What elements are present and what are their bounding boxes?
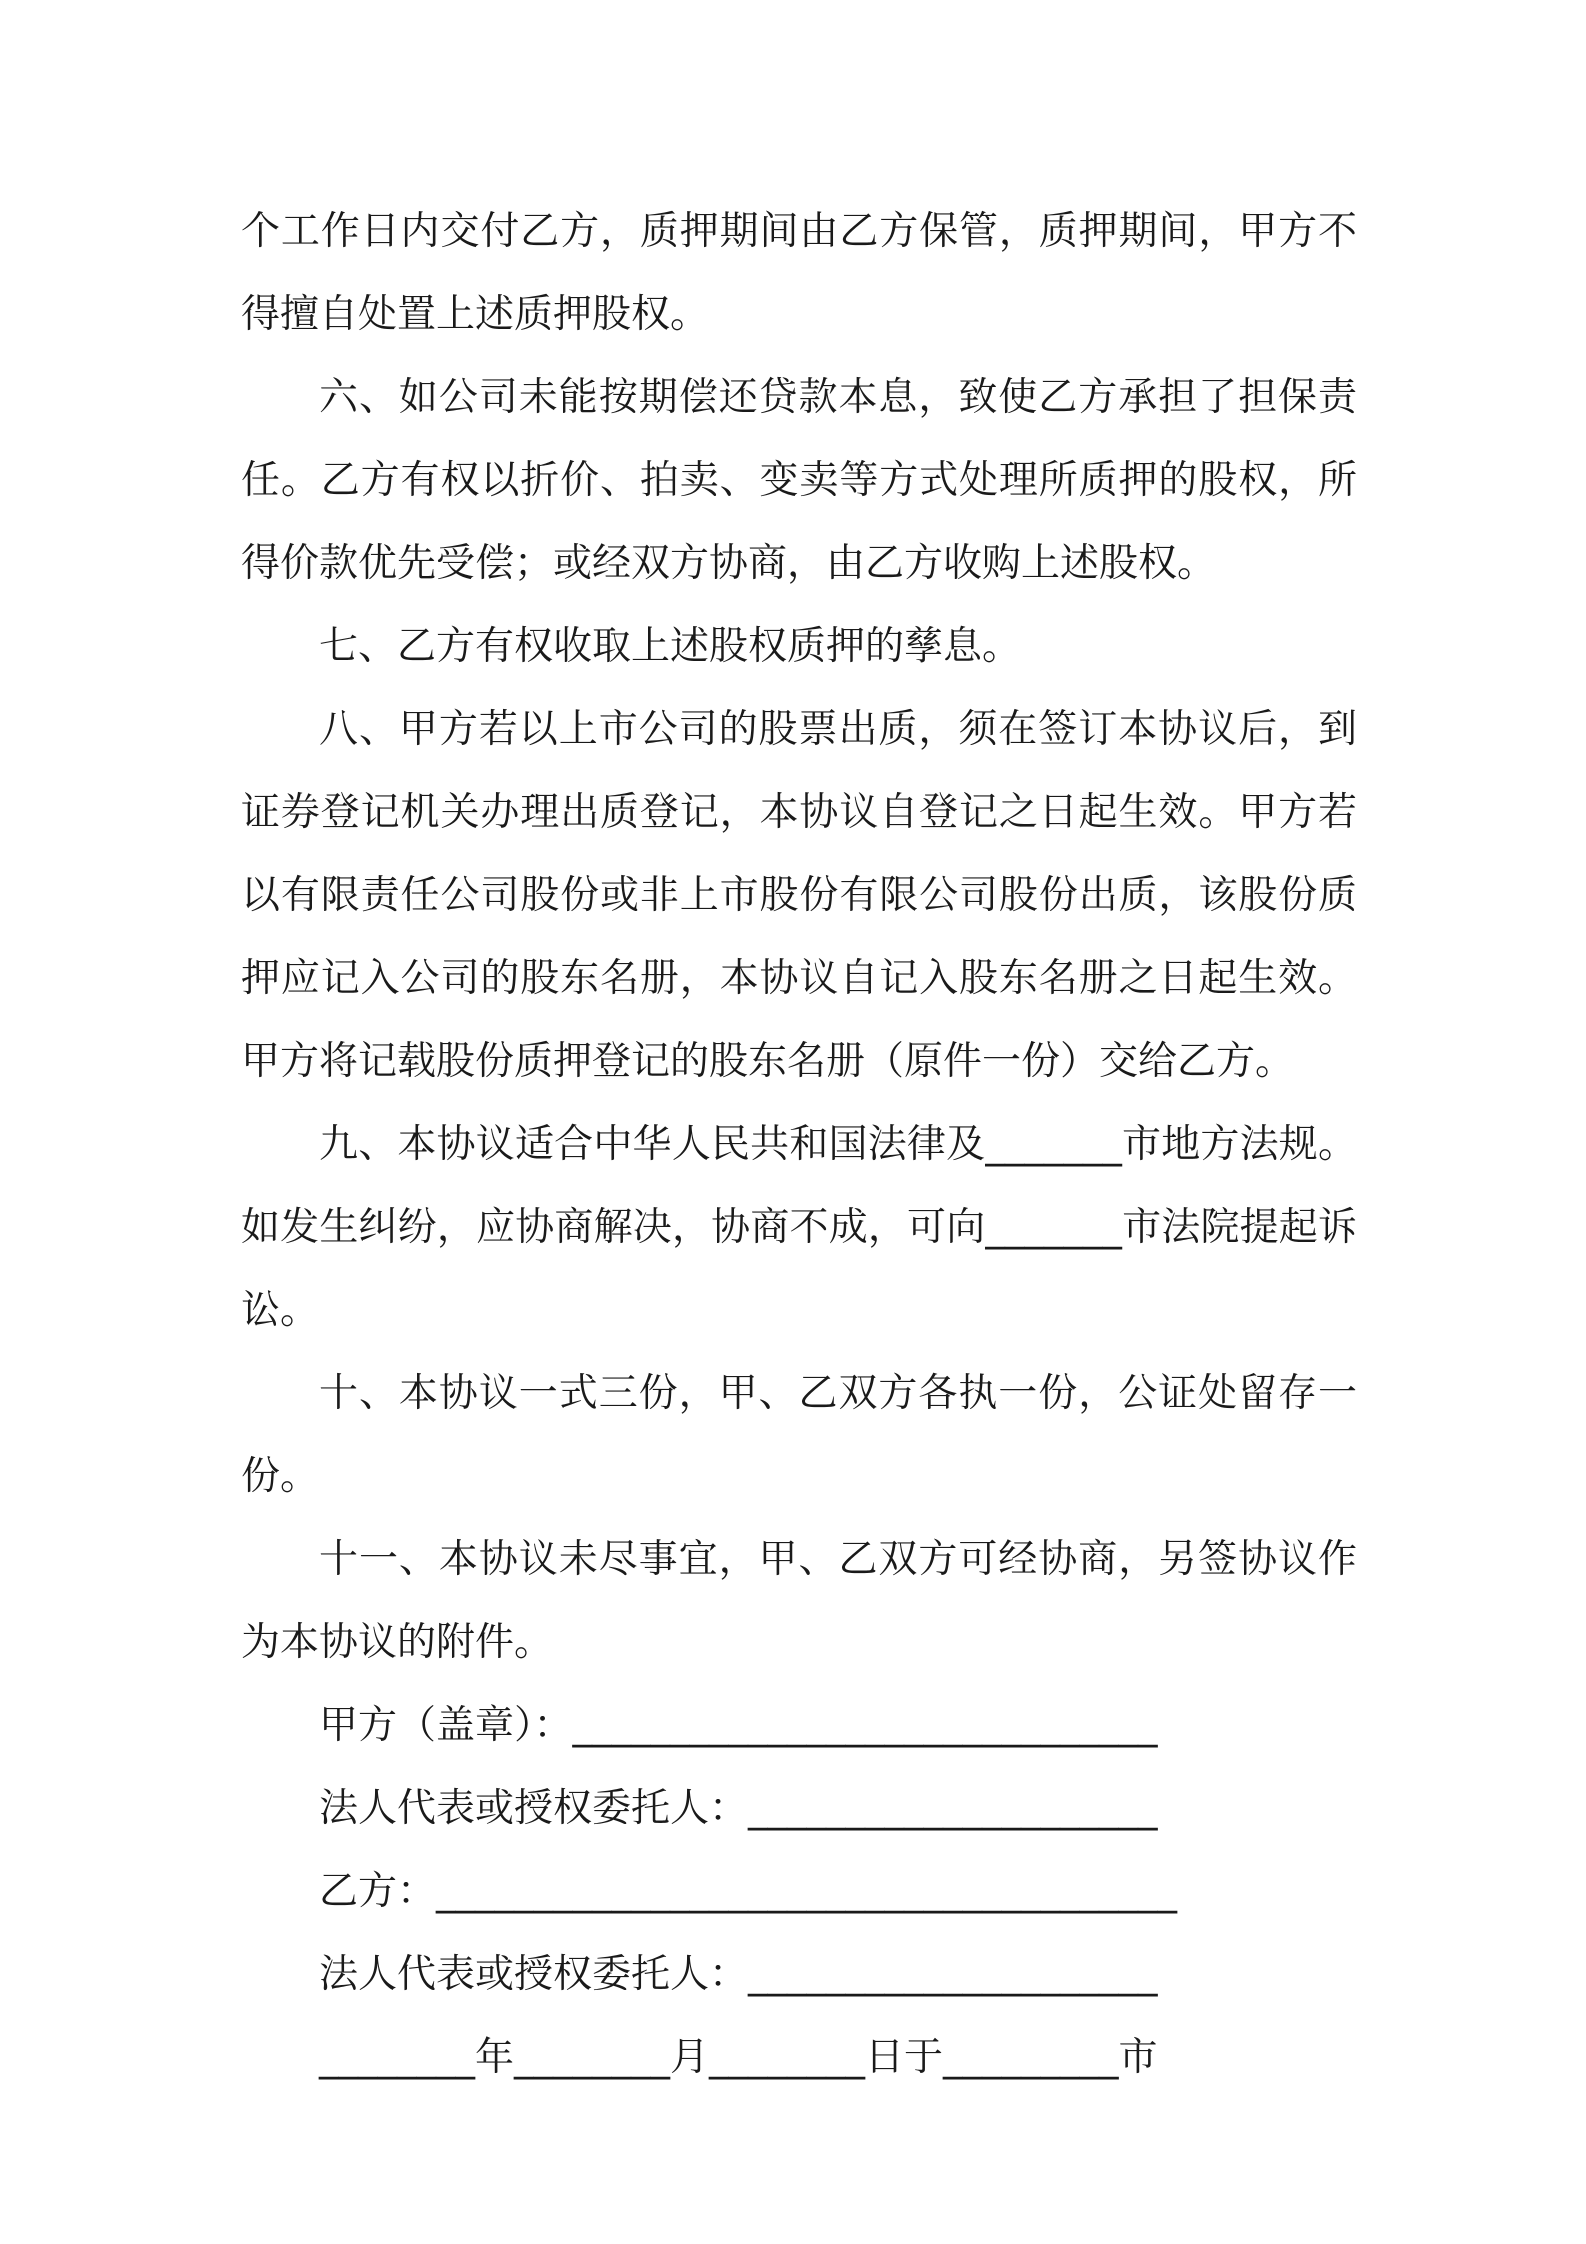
clause-11: 十一、本协议未尽事宜，甲、乙双方可经协商，另签协议作为本协议的附件。 [241, 1537, 1357, 1665]
signature-date-line: ________年________月________日于_________市 [319, 2035, 1158, 2080]
signature-party-b-representative: 法人代表或授权委托人：_____________________ [319, 1952, 1158, 1997]
signature-party-a-representative: 法人代表或授权委托人：_____________________ [319, 1786, 1158, 1831]
signature-party-b: 乙方：______________________________________ [319, 1869, 1178, 1914]
clause-10: 十、本协议一式三份，甲、乙双方各执一份，公证处留存一份。 [241, 1371, 1357, 1499]
clause-7: 七、乙方有权收取上述股权质押的孳息。 [319, 624, 1022, 669]
clause-8: 八、甲方若以上市公司的股票出质，须在签订本协议后，到证券登记机关办理出质登记，本协议自登记之日起生效。甲方若以有限责任公司股份或非上市股份有限公司股份出质，该股份质押应记入公司的股东名册，本协议自记入股东名册之日起生效。甲方将记载股份质押登记的股东名册（原件一份）交给乙方。 [241, 707, 1357, 1084]
document-body [241, 190, 1357, 2099]
signature-party-a: 甲方（盖章）：______________________________ [319, 1703, 1158, 1748]
clause-9: 九、本协议适合中华人民共和国法律及_______市地方法规。如发生纠纷，应协商解决，协商不成，可向_______市法院提起诉讼。 [241, 1122, 1357, 1333]
clause-6: 六、如公司未能按期偿还贷款本息，致使乙方承担了担保责任。乙方有权以折价、拍卖、变卖等方式处理所质押的股权，所得价款优先受偿；或经双方协商，由乙方收购上述股权。 [241, 375, 1357, 586]
paragraph-5-continued: 个工作日内交付乙方，质押期间由乙方保管，质押期间，甲方不得擅自处置上述质押股权。 [241, 209, 1357, 337]
